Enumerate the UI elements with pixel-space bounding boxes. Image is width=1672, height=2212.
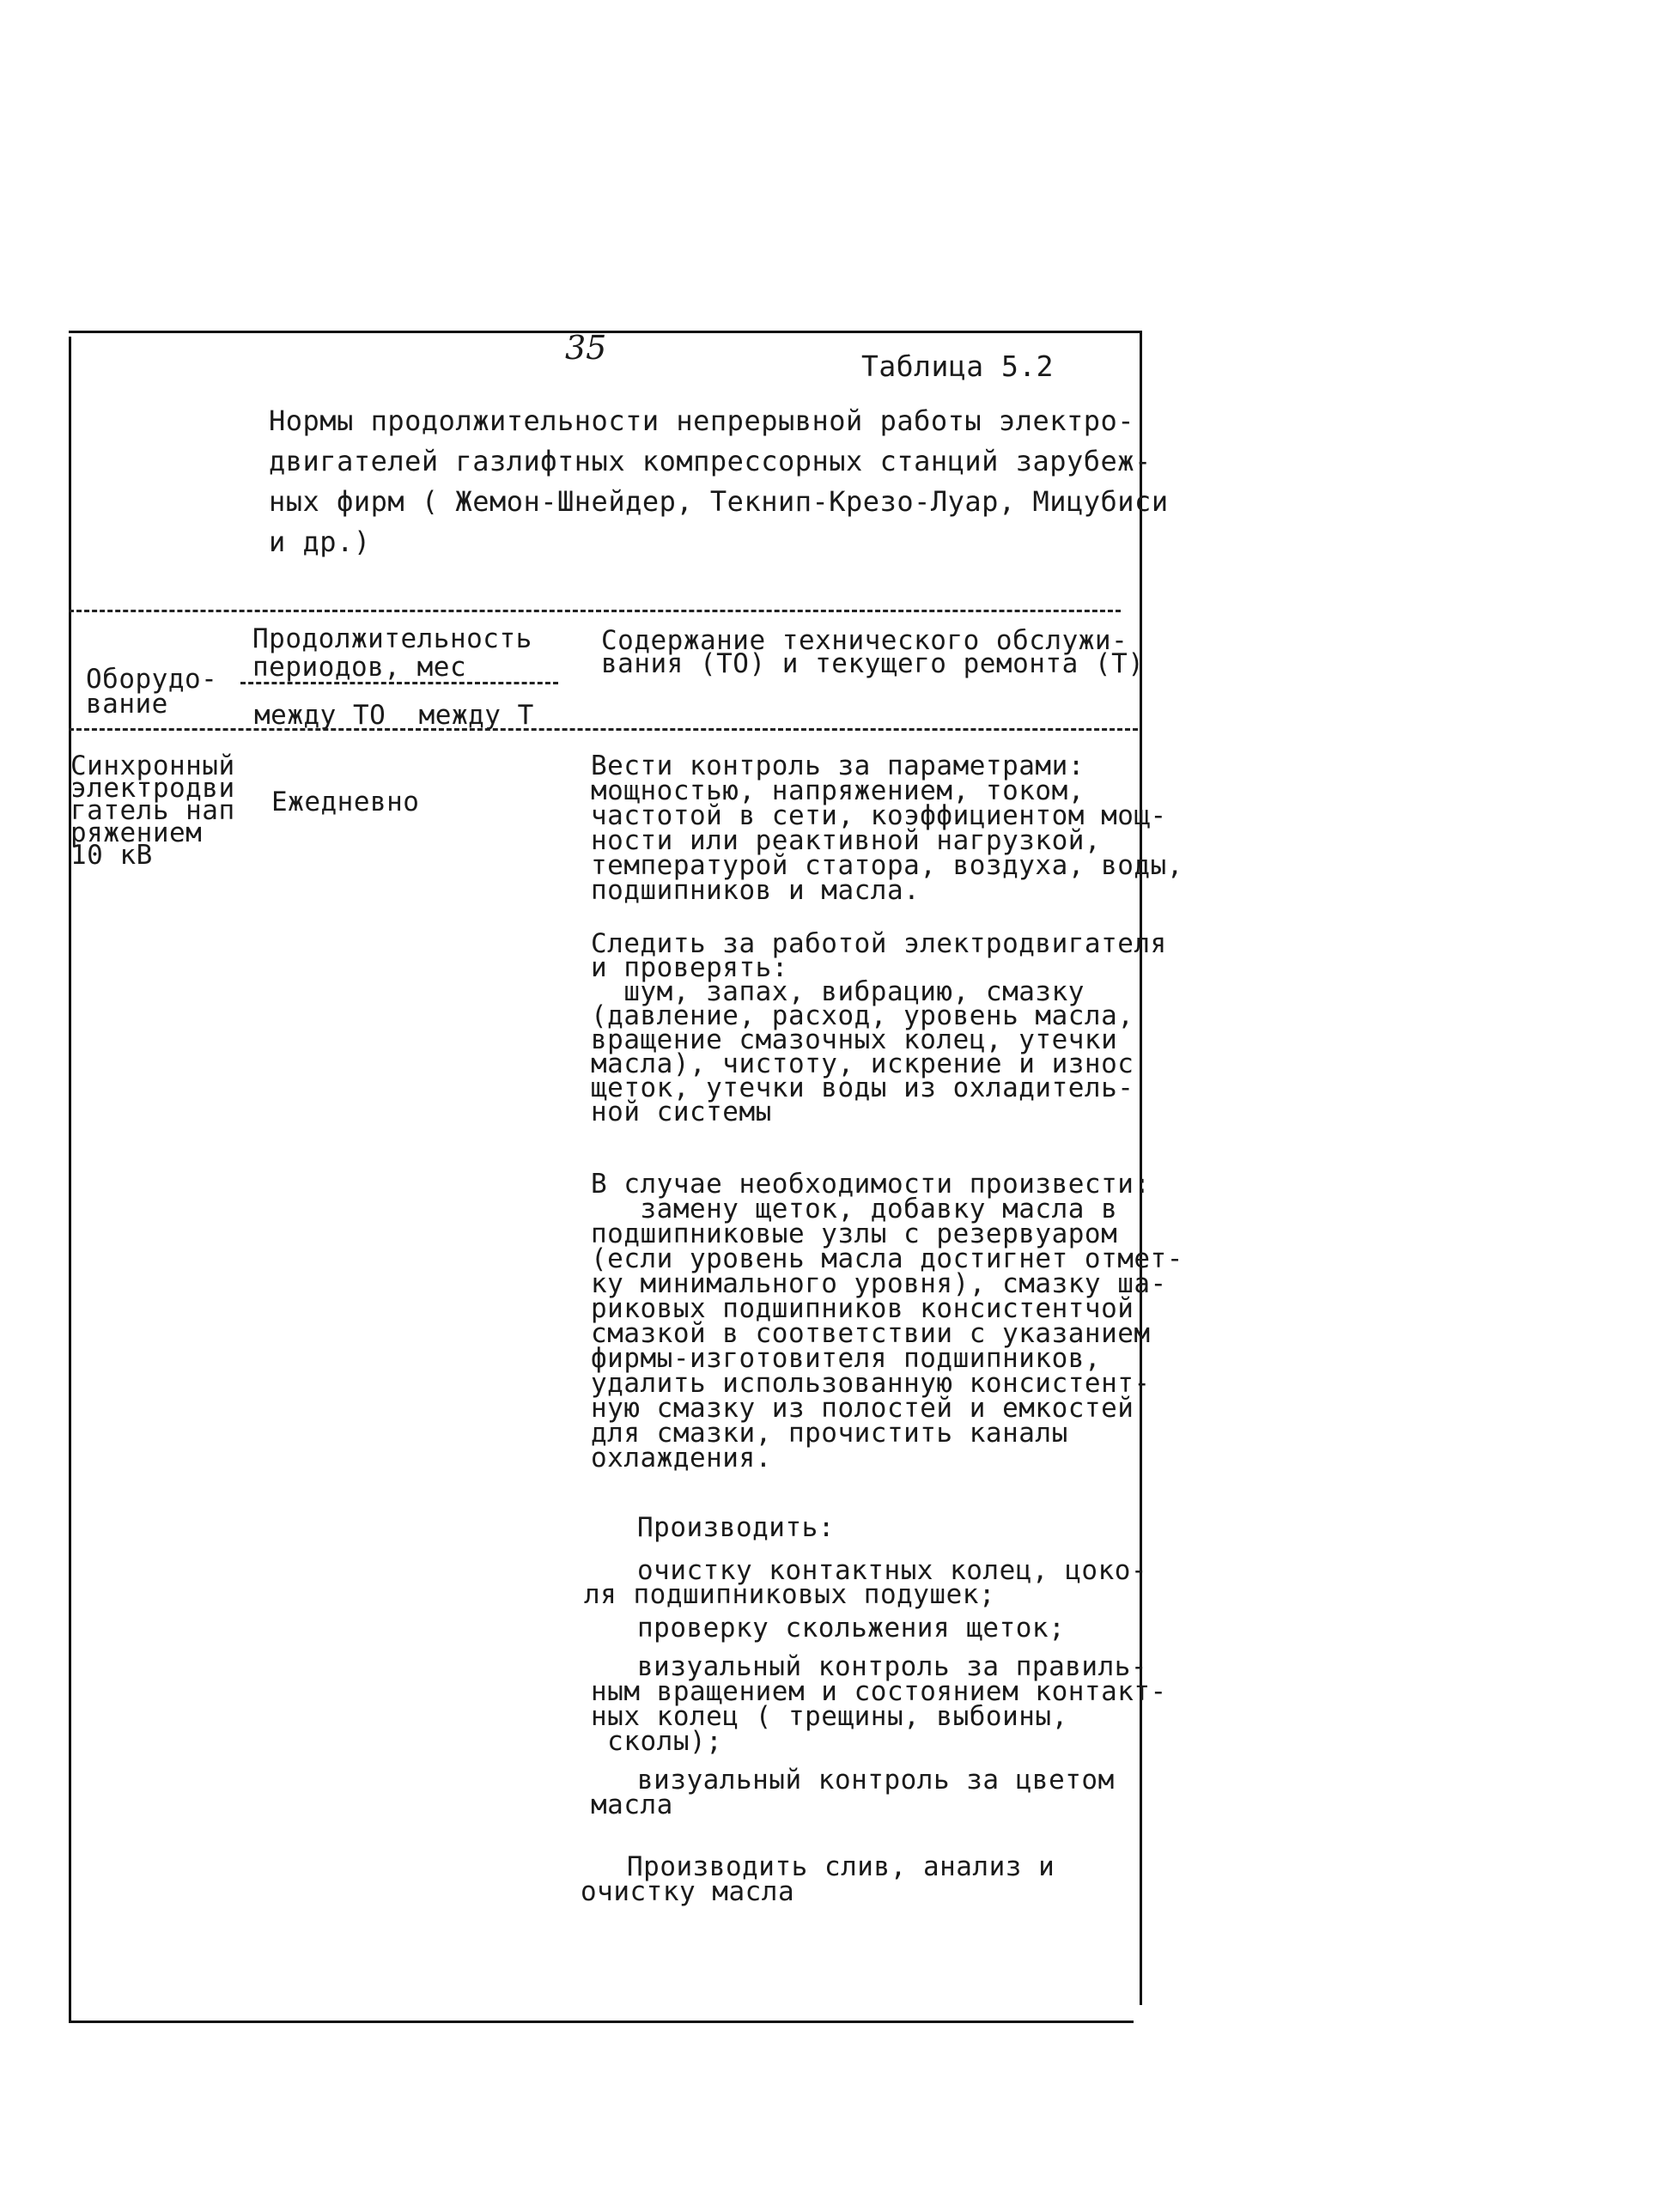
- equipment-line: Синхронный: [70, 750, 235, 781]
- content-line: В случае необходимости произвести:: [591, 1169, 1151, 1200]
- content-line: Производить:: [637, 1512, 835, 1543]
- content-line: сколы);: [591, 1726, 723, 1757]
- content-line: визуальный контроль за цветом: [637, 1765, 1115, 1796]
- equipment-line: ряжением: [70, 817, 203, 848]
- content-line: (если уровень масла достигнет отмет-: [591, 1243, 1183, 1274]
- title-line: Нормы продолжительности непрерывной работы электро-: [269, 404, 1135, 437]
- content-line: ным вращением и состоянием контакт-: [591, 1676, 1167, 1707]
- table-label: Таблица 5.2: [861, 349, 1055, 383]
- content-line: риковых подшипников консистентчой: [591, 1293, 1134, 1324]
- content-line: (давление, расход, уровень масла,: [591, 1000, 1134, 1031]
- content-line: очистку масла: [581, 1876, 795, 1907]
- content-line: Вести контроль за параметрами:: [591, 750, 1085, 781]
- page-number: 35: [565, 329, 607, 367]
- frame-bottom-border: [69, 2021, 1134, 2023]
- content-line: смазкой в соответствии с указанием: [591, 1318, 1151, 1349]
- content-line: Следить за работой электродвигателя: [591, 928, 1167, 959]
- content-line: удалить использованную консистент-: [591, 1368, 1151, 1399]
- content-line: подшипниковые узлы с резервуаром: [591, 1218, 1118, 1249]
- content-line: температурой статора, воздуха, воды,: [591, 850, 1183, 881]
- content-line: визуальный контроль за правиль-: [637, 1651, 1148, 1682]
- content-line: ную смазку из полостей и емкостей: [591, 1393, 1134, 1424]
- header-content-line: Содержание технического обслужи-: [601, 625, 1128, 656]
- content-line: и проверять:: [591, 952, 788, 983]
- frame-right-border: [1140, 331, 1142, 2005]
- header-duration-line: периодов, мес: [252, 652, 467, 683]
- header-bottom-rule: [69, 728, 1138, 731]
- content-line: масла), чистоту, искрение и износ: [591, 1048, 1134, 1079]
- content-line: ности или реактивной нагрузкой,: [591, 825, 1102, 856]
- header-duration-rule: [240, 682, 558, 684]
- title-line: и др.): [269, 526, 371, 558]
- content-line: масла: [591, 1790, 673, 1820]
- content-line: шум, запах, вибрацию, смазку: [591, 976, 1085, 1007]
- content-line: фирмы-изготовителя подшипников,: [591, 1343, 1102, 1374]
- content-line: ных колец ( трещины, выбоины,: [591, 1701, 1068, 1732]
- content-line: очистку контактных колец, цоко-: [637, 1555, 1148, 1586]
- header-equipment-line: Оборудо-: [86, 664, 218, 695]
- title-line: ных фирм ( Жемон-Шнейдер, Текнип-Крезо-Луар, Мицубиси: [269, 485, 1169, 518]
- content-line: замену щеток, добавку масла в: [591, 1194, 1118, 1224]
- table-top-rule: [69, 610, 1121, 612]
- content-line: Производить слив, анализ и: [627, 1851, 1055, 1882]
- content-line: ля подшипниковых подушек;: [584, 1579, 996, 1610]
- title-line: двигателей газлифтных компрессорных станций зарубеж-: [269, 445, 1152, 477]
- equipment-line: гатель нап: [70, 795, 235, 826]
- row-duration-to: Ежедневно: [271, 787, 420, 817]
- content-line: частотой в сети, коэффициентом мощ-: [591, 800, 1167, 831]
- content-line: охлаждения.: [591, 1443, 772, 1474]
- content-line: для смазки, прочистить каналы: [591, 1418, 1068, 1449]
- header-duration-line: Продолжительность: [252, 623, 532, 654]
- frame-left-border: [69, 337, 71, 2021]
- equipment-line: 10 кВ: [70, 840, 153, 871]
- equipment-line: электродви: [70, 773, 235, 804]
- header-duration-sub: между ТО между Т: [254, 700, 534, 731]
- content-line: щеток, утечки воды из охладитель-: [591, 1073, 1134, 1103]
- content-line: проверку скольжения щеток;: [637, 1613, 1066, 1644]
- header-equipment-line: вание: [86, 689, 168, 720]
- content-line: ку минимального уровня), смазку ша-: [591, 1268, 1167, 1299]
- content-line: мощностью, напряжением, током,: [591, 775, 1085, 806]
- content-line: ной системы: [591, 1097, 772, 1127]
- content-line: подшипников и масла.: [591, 875, 921, 906]
- header-content-line: вания (ТО) и текущего ремонта (Т): [601, 648, 1145, 679]
- content-line: вращение смазочных колец, утечки: [591, 1024, 1118, 1055]
